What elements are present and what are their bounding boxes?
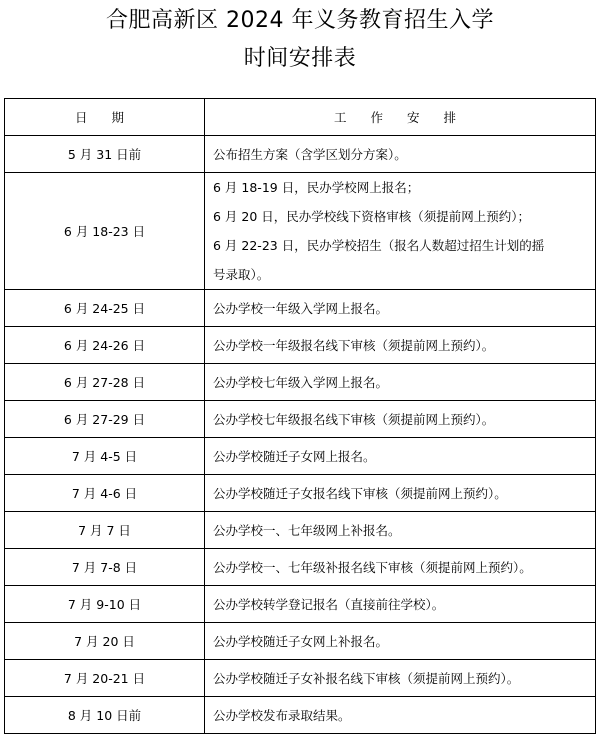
date-cell: 6 月 24-26 日 (5, 327, 205, 364)
task-text: 公办学校七年级报名线下审核（须提前网上预约）。 (213, 411, 495, 427)
table-row (5, 660, 596, 697)
task-cell (205, 549, 596, 586)
task-cell (205, 173, 596, 290)
date-cell: 7 月 4-5 日 (5, 438, 205, 475)
task-cell (205, 660, 596, 697)
task-cell (205, 136, 596, 173)
task-text: 公办学校七年级入学网上报名。 (213, 374, 389, 390)
table-row (5, 173, 596, 290)
header-task: 工 作 安 排 (205, 99, 596, 136)
title-line-1: 合肥高新区 2024 年义务教育招生入学 (106, 8, 494, 33)
date-cell: 7 月 4-6 日 (5, 475, 205, 512)
task-text: 6 月 22-23 日，民办学校招生（报名人数超过招生计划的摇 (213, 238, 545, 253)
date-cell: 6 月 27-29 日 (5, 401, 205, 438)
date-cell: 7 月 7-8 日 (5, 549, 205, 586)
document-title (0, 0, 600, 76)
date-cell: 8 月 10 日前 (5, 697, 205, 734)
date-cell: 6 月 24-25 日 (5, 290, 205, 327)
task-text: 6 月 20 日，民办学校线下资格审核（须提前网上预约）； (213, 209, 531, 224)
date-cell: 7 月 20 日 (5, 623, 205, 660)
task-cell (205, 401, 596, 438)
table-header-row (5, 99, 596, 136)
task-cell (205, 697, 596, 734)
task-text: 公办学校一、七年级补报名线下审核（须提前网上预约）。 (213, 559, 532, 575)
table-row (5, 475, 596, 512)
table-row (5, 623, 596, 660)
task-cell (205, 327, 596, 364)
task-cell (205, 623, 596, 660)
task-text: 公办学校随迁子女网上报名。 (213, 448, 376, 464)
task-text: 公办学校发布录取结果。 (213, 707, 351, 723)
task-text: 公办学校随迁子女报名线下审核（须提前网上预约）。 (213, 485, 507, 501)
task-cell (205, 438, 596, 475)
task-text: 公办学校一、七年级网上补报名。 (213, 522, 401, 538)
table-row (5, 512, 596, 549)
task-text: 公办学校随迁子女补报名线下审核（须提前网上预约）。 (213, 670, 520, 686)
date-cell: 5 月 31 日前 (5, 136, 205, 173)
task-text: 6 月 18-19 日，民办学校网上报名； (213, 180, 420, 195)
table-row (5, 364, 596, 401)
table-row (5, 136, 596, 173)
task-text: 公办学校一年级入学网上报名。 (213, 300, 389, 316)
task-cell (205, 475, 596, 512)
task-cell (205, 512, 596, 549)
task-text: 公布招生方案（含学区划分方案）。 (213, 146, 407, 162)
table-row (5, 549, 596, 586)
task-text: 公办学校一年级报名线下审核（须提前网上预约）。 (213, 337, 495, 353)
header-date: 日 期 (5, 99, 205, 136)
table-row (5, 586, 596, 623)
date-cell: 7 月 7 日 (5, 512, 205, 549)
title-line-2: 时间安排表 (243, 46, 357, 71)
task-cell (205, 290, 596, 327)
date-cell: 7 月 20-21 日 (5, 660, 205, 697)
task-text: 号录取）。 (213, 267, 270, 282)
date-cell: 6 月 27-28 日 (5, 364, 205, 401)
task-cell (205, 364, 596, 401)
task-text: 公办学校转学登记报名（直接前往学校）。 (213, 596, 445, 612)
table-row (5, 697, 596, 734)
table-row (5, 401, 596, 438)
table-row (5, 290, 596, 327)
table-row (5, 327, 596, 364)
table-row (5, 438, 596, 475)
task-text: 公办学校随迁子女网上补报名。 (213, 633, 389, 649)
schedule-table (4, 98, 596, 734)
date-cell: 7 月 9-10 日 (5, 586, 205, 623)
date-cell: 6 月 18-23 日 (5, 173, 205, 290)
task-cell (205, 586, 596, 623)
